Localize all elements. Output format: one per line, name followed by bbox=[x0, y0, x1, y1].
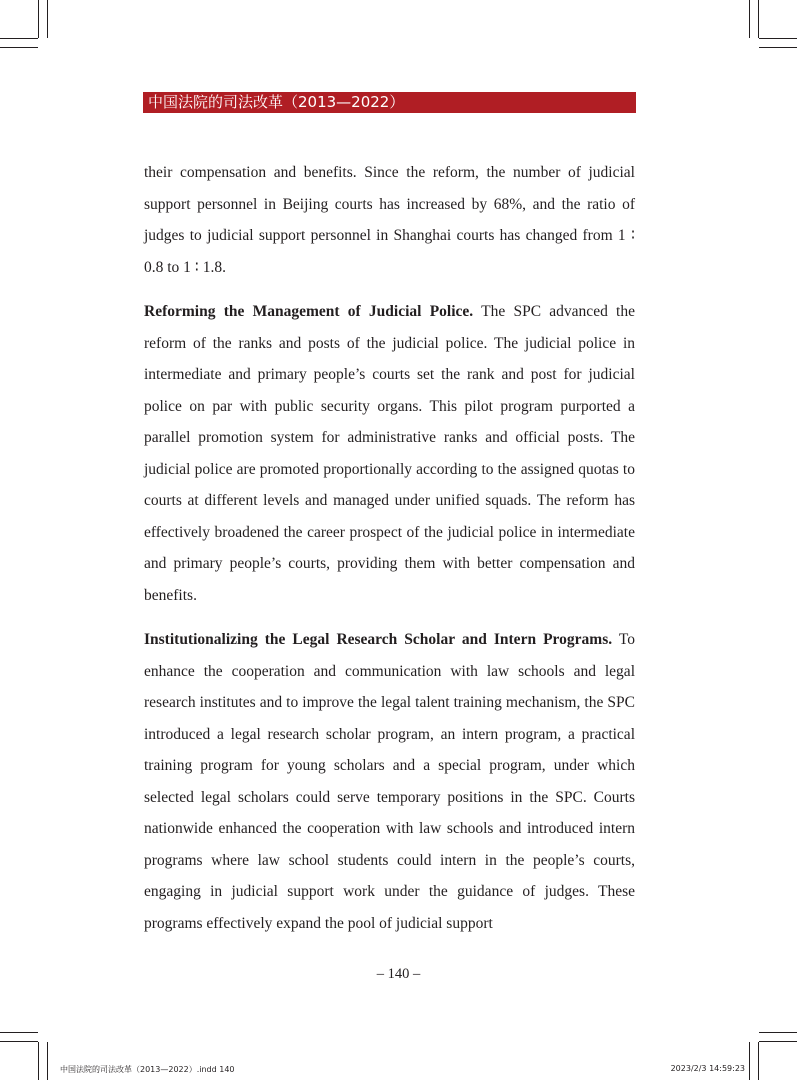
crop-mark bbox=[0, 47, 38, 48]
crop-mark bbox=[758, 0, 759, 38]
slug-file-name: 中国法院的司法改革（2013—2022）.indd 140 bbox=[60, 1065, 235, 1074]
crop-mark bbox=[0, 1041, 38, 1042]
crop-mark bbox=[758, 1042, 759, 1080]
crop-mark bbox=[47, 0, 48, 38]
crop-mark bbox=[759, 1041, 797, 1042]
crop-mark bbox=[47, 1042, 48, 1080]
paragraph-heading: Reforming the Management of Judicial Police. bbox=[144, 303, 474, 320]
paragraph-text: To enhance the cooperation and communication with law schools and legal research institutes and to improve the legal talent training mechanism, the SPC introduced a legal research scholar program, an intern program, a practical training program for young scholars and a special program, under which selected legal scholars could serve temporary positions in the SPC. Courts nationwide enhanced the cooperation with law schools and introduced intern programs where law school students could intern in the people’s courts, engaging in judicial support work under the guidance of judges. These programs effectively expand the pool of judicial support bbox=[144, 631, 635, 932]
crop-mark bbox=[0, 38, 38, 39]
paragraph-text: their compensation and benefits. Since the reform, the number of judicial support personnel in Beijing courts has increased by 68%, and the ratio of judges to judicial support personnel in Shanghai courts has changed from 1 ∶ 0.8 to 1 ∶ 1.8. bbox=[144, 164, 635, 276]
crop-mark bbox=[749, 1042, 750, 1080]
crop-mark bbox=[759, 1032, 797, 1033]
body-text bbox=[144, 157, 635, 952]
paragraph bbox=[144, 624, 635, 939]
paragraph bbox=[144, 296, 635, 611]
paragraph-text: The SPC advanced the reform of the ranks and posts of the judicial police. The judicial police in intermediate and primary people’s courts set the rank and post for judicial police on par with public security organs. This pilot program purported a parallel promotion system for administrative ranks and official posts. The judicial police are promoted proportionally according to the assigned quotas to courts at different levels and managed under unified squads. The reform has effectively broadened the career prospect of the judicial police in intermediate and primary people’s courts, providing them with better compensation and benefits. bbox=[144, 303, 635, 604]
slug-timestamp: 2023/2/3 14:59:23 bbox=[670, 1064, 745, 1073]
paragraph-heading: Institutionalizing the Legal Research Scholar and Intern Programs. bbox=[144, 631, 613, 648]
crop-mark bbox=[759, 47, 797, 48]
crop-mark bbox=[38, 1042, 39, 1080]
crop-mark bbox=[0, 1032, 38, 1033]
crop-mark bbox=[759, 38, 797, 39]
paragraph bbox=[144, 157, 635, 283]
running-header bbox=[143, 92, 636, 113]
crop-mark bbox=[38, 0, 39, 38]
header-title: 中国法院的司法改革（2013—2022） bbox=[148, 93, 405, 111]
crop-mark bbox=[749, 0, 750, 38]
page-number: – 140 – bbox=[376, 966, 421, 982]
